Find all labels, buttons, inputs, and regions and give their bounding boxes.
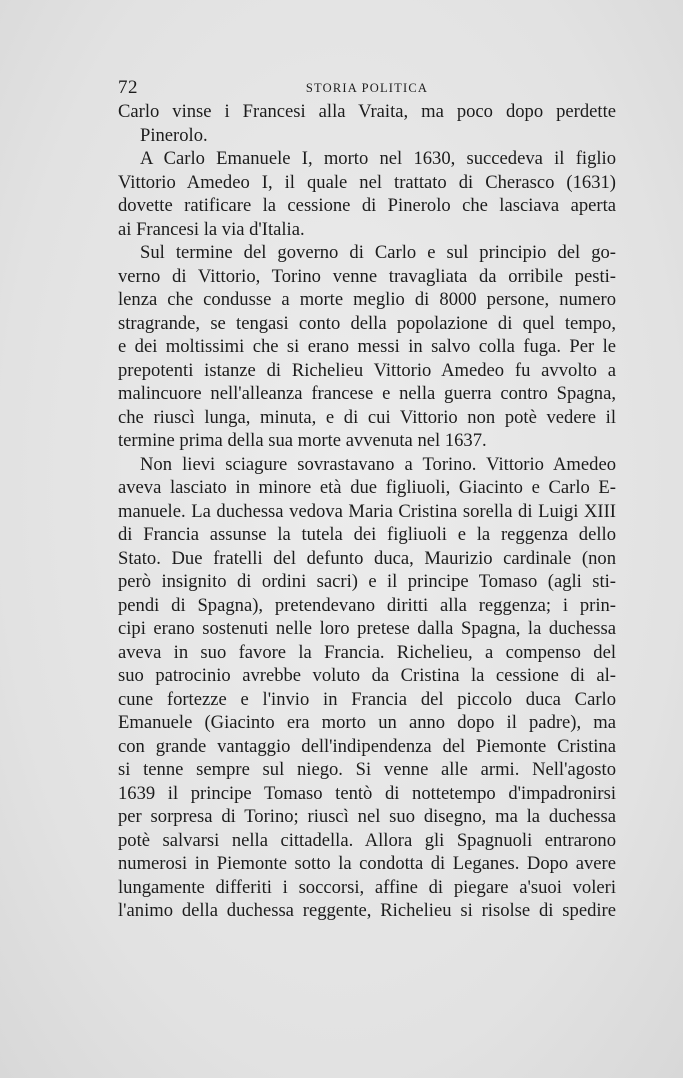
text-line: prepotenti istanze di Richelieu Vittorio Amedeo fu avvolto a [118, 359, 616, 381]
text-line: che riuscì lunga, minuta, e di cui Vittorio non potè vedere il [118, 406, 616, 428]
text-line: aveva in suo favore la Francia. Richelieu, a compenso del [118, 641, 616, 663]
text-line: però insignito di ordini sacri) e il principe Tomaso (agli sti- [118, 571, 616, 592]
text-line: A Carlo Emanuele I, morto nel 1630, succedeva il figlio [140, 148, 616, 169]
text-line: Sul termine del governo di Carlo e sul principio del go- [140, 242, 616, 263]
text-line: potè salvarsi nella cittadella. Allora gli Spagnuoli entrarono [118, 829, 616, 851]
text-line: Pinerolo. [140, 124, 208, 146]
text-line: l'animo della duchessa reggente, Richelieu si risolse di spedire [118, 900, 616, 921]
running-head: STORIA POLITICA [305, 81, 429, 95]
text-line: per sorpresa di Torino; riuscì nel suo disegno, ma la duchessa [118, 806, 616, 827]
text-line: stragrande, se tengasi conto della popolazione di quel tempo, [118, 312, 616, 334]
text-line: Non lievi sciagure sovrastavano a Torino. Vittorio Amedeo [140, 453, 616, 475]
text-line: 1639 il principe Tomaso tentò di nottetempo d'impadronirsi [118, 782, 616, 804]
text-line: cipi erano sostenuti nelle loro pretese dalla Spagna, la duchessa [118, 618, 616, 639]
text-line: ai Francesi la via d'Italia. [118, 218, 305, 240]
text-line: manuele. La duchessa vedova Maria Cristina sorella di Luigi XIII [118, 500, 616, 522]
text-line: Stato. Due fratelli del defunto duca, Maurizio cardinale (non [118, 547, 616, 569]
page-header [118, 77, 616, 99]
paragraph [118, 147, 616, 241]
text-line: Carlo vinse i Francesi alla Vraita, ma poco dopo perdette [118, 101, 616, 122]
page-number: 72 [118, 77, 138, 98]
paragraph [118, 100, 616, 147]
body-text [118, 100, 616, 923]
text-line: e dei moltissimi che si erano messi in salvo colla fuga. Per le [118, 336, 616, 357]
text-line: pendi di Spagna), pretendevano diritti alla reggenza; i prin- [118, 594, 616, 616]
text-line: dovette ratificare la cessione di Pinerolo che lasciava aperta [118, 195, 616, 216]
text-line: con grande vantaggio dell'indipendenza del Piemonte Cristina [118, 735, 616, 757]
text-line: di Francia assunse la tutela dei figliuoli e la reggenza dello [118, 524, 616, 545]
text-line: lungamente differiti i soccorsi, affine di piegare a'suoi voleri [118, 876, 616, 898]
text-line: lenza che condusse a morte meglio di 8000 persone, numero [118, 289, 616, 310]
text-line: cune fortezze e l'invio in Francia del piccolo duca Carlo [118, 688, 616, 710]
text-line: si tenne sempre sul niego. Si venne alle armi. Nell'agosto [118, 759, 616, 780]
paragraph [118, 453, 616, 923]
paragraph [118, 241, 616, 453]
text-line: termine prima della sua morte avvenuta nel 1637. [118, 430, 487, 451]
text-line: malincuore nell'alleanza francese e nella guerra contro Spagna, [118, 383, 616, 404]
text-line: Emanuele (Giacinto era morto un anno dopo il padre), ma [118, 712, 616, 733]
text-line: verno di Vittorio, Torino venne travagliata da orribile pesti- [118, 265, 616, 287]
text-line: Vittorio Amedeo I, il quale nel trattato di Cherasco (1631) [118, 171, 616, 193]
text-line: suo patrocinio avrebbe voluto da Cristina la cessione di al- [118, 665, 616, 686]
text-line: aveva lasciato in minore età due figliuoli, Giacinto e Carlo E- [118, 477, 616, 498]
text-line: numerosi in Piemonte sotto la condotta di Leganes. Dopo avere [118, 853, 616, 874]
